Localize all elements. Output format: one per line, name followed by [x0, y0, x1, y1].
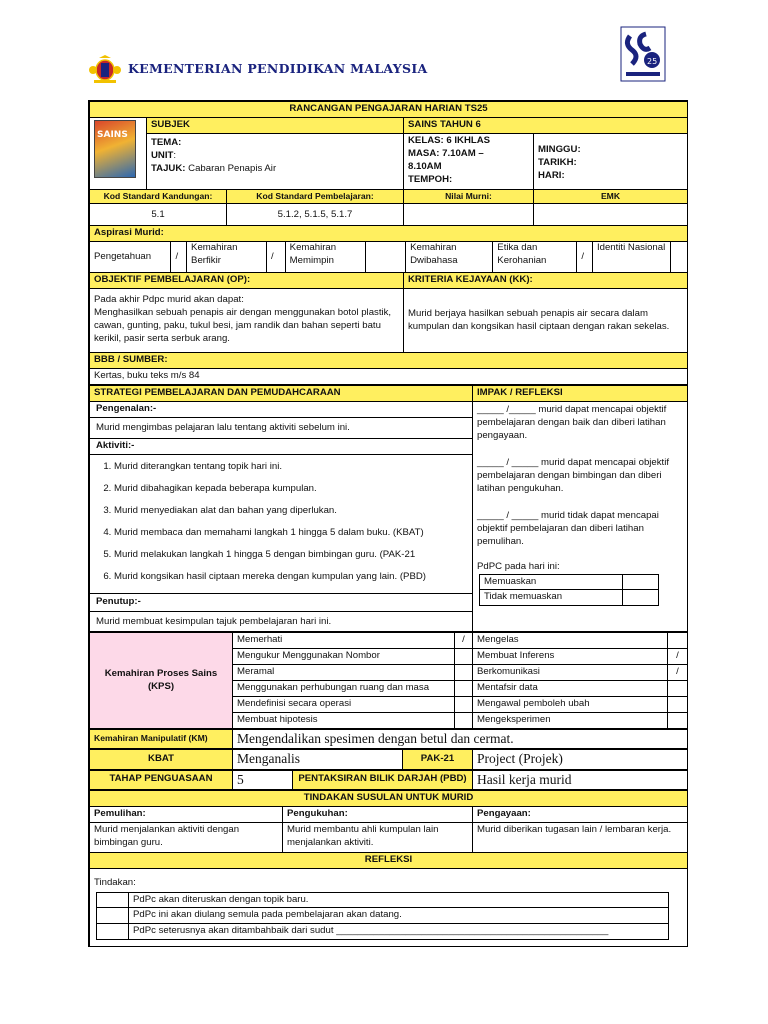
- refleksi-option: PdPc ini akan diulang semula pada pembelajaran akan datang.: [129, 908, 669, 924]
- pemulihan-label: Pemulihan:: [90, 806, 283, 822]
- kps-left-item: Membuat hipotesis: [233, 713, 455, 729]
- pemulihan-text: Murid menjalankan aktiviti dengan bimbingan guru.: [90, 822, 283, 852]
- kps-left-item: Menggunakan perhubungan ruang dan masa: [233, 681, 455, 697]
- pengenalan-label: Pengenalan:-: [90, 402, 472, 418]
- aktiviti-item: 5. Murid melakukan langkah 1 hingga 5 dengan bimbingan guru. (PAK-21: [114, 549, 466, 562]
- pdpc-label: PdPC pada hari ini:: [477, 560, 560, 572]
- tajuk-label: TAJUK:: [151, 162, 186, 174]
- pengayaan-text: Murid diberikan tugasan lain / lembaran kerja.: [473, 822, 688, 852]
- pdpc-checkbox[interactable]: [623, 574, 659, 590]
- document-title: RANCANGAN PENGAJARAN HARIAN TS25: [90, 102, 688, 118]
- hari-label: HARI:: [538, 169, 565, 181]
- pdpc-option: Memuaskan: [480, 574, 623, 590]
- kod-pembelajaran-value: 5.1.2, 5.1.5, 5.1.7: [227, 204, 404, 226]
- pdpc-option: Tidak memuaskan: [480, 590, 623, 606]
- kps-left-tick: [455, 713, 473, 729]
- aspirasi-item: Pengetahuan: [90, 242, 171, 272]
- nilai-murni-label: Nilai Murni:: [404, 189, 534, 204]
- kps-left-item: Meramal: [233, 665, 455, 681]
- kbat-label: KBAT: [90, 750, 233, 769]
- penutup-text: Murid membuat kesimpulan tajuk pembelajaran hari ini.: [96, 615, 332, 627]
- kbat-value: Menganalis: [233, 750, 403, 769]
- aspirasi-item: Etika dan Kerohanian: [493, 242, 577, 272]
- date-block: [534, 133, 688, 189]
- emk-label: EMK: [534, 189, 688, 204]
- tarikh-label: TARIKH:: [538, 156, 577, 168]
- kps-right-tick: [668, 633, 688, 649]
- kelas-text: KELAS: 6 IKHLAS: [408, 134, 491, 146]
- km-label: Kemahiran Manipulatif (KM): [90, 730, 233, 749]
- penutup-label: Penutup:-: [90, 594, 472, 612]
- objektif-line1: Pada akhir Pdpc murid akan dapat:: [94, 294, 244, 306]
- aspirasi-item: Kemahiran Dwibahasa: [406, 242, 493, 272]
- kod-pembelajaran-label: Kod Standard Pembelajaran:: [227, 189, 404, 204]
- refleksi-checkbox[interactable]: [97, 924, 129, 940]
- kps-right-tick: [668, 697, 688, 713]
- tempoh-label: TEMPOH:: [408, 173, 453, 185]
- refleksi-checkbox[interactable]: [97, 908, 129, 924]
- kps-right-tick: [668, 681, 688, 697]
- refleksi-option: PdPc akan diteruskan dengan topik baru.: [129, 892, 669, 908]
- kps-left-tick: [455, 681, 473, 697]
- aspirasi-empty: [670, 242, 687, 272]
- objektif-label: OBJEKTIF PEMBELAJARAN (OP):: [90, 273, 404, 289]
- pengayaan-label: Pengayaan:: [473, 806, 688, 822]
- tindakan-sub-label: Tindakan:: [94, 876, 136, 888]
- malaysia-crest-icon: [88, 54, 122, 84]
- kps-left-item: Mengukur Menggunakan Nombor: [233, 649, 455, 665]
- aspirasi-label: Aspirasi Murid:: [90, 226, 688, 242]
- refleksi-label: REFLEKSI: [90, 852, 688, 868]
- refleksi-option: PdPc seterusnya akan ditambahbaik dari sudut ___________________________________________________: [129, 924, 669, 940]
- tema-label: TEMA:: [151, 136, 182, 148]
- kps-right-item: Mengeksperimen: [473, 713, 668, 729]
- aktiviti-item: 2. Murid dibahagikan kepada beberapa kumpulan.: [114, 483, 466, 496]
- pbd-label: PENTAKSIRAN BILIK DARJAH (PBD): [293, 770, 473, 789]
- kps-right-item: Mentafsir data: [473, 681, 668, 697]
- nilai-murni-value: [404, 204, 534, 226]
- kps-left-tick: [455, 697, 473, 713]
- svg-text:25: 25: [647, 57, 658, 66]
- kps-label: Kemahiran Proses Sains (KPS): [90, 633, 233, 729]
- kod-kandungan-label: Kod Standard Kandungan:: [90, 189, 227, 204]
- class-time-block: [404, 133, 534, 189]
- aktiviti-item: 3. Murid menyediakan alat dan bahan yang diperlukan.: [114, 505, 466, 518]
- kriteria-text: Murid berjaya hasilkan sebuah penapis air secara dalam kumpulan dan kongsikan hasil ciptaan dengan rakan sekelas.: [404, 289, 688, 353]
- kps-right-item: Mengelas: [473, 633, 668, 649]
- pengukuhan-text: Murid membantu ahli kumpulan lain menjalankan aktiviti.: [283, 822, 473, 852]
- aspirasi-row: [90, 242, 688, 273]
- kps-left-tick: [455, 649, 473, 665]
- kps-right-item: Mengawal pemboleh ubah: [473, 697, 668, 713]
- ministry-name: KEMENTERIAN PENDIDIKAN MALAYSIA: [128, 61, 428, 76]
- refleksi-checkbox[interactable]: [97, 892, 129, 908]
- kps-right-tick: /: [668, 649, 688, 665]
- masa-text: MASA: 7.10AM –: [408, 147, 484, 159]
- aktiviti-list: [90, 455, 472, 594]
- pak-label: PAK-21: [403, 750, 473, 769]
- emk-value: [534, 204, 688, 226]
- tahap-label: TAHAP PENGUASAAN: [90, 770, 233, 789]
- unit-label: UNIT: [151, 149, 174, 161]
- refleksi-body: [90, 868, 688, 946]
- aspirasi-tick: /: [577, 242, 593, 272]
- aktiviti-item: 1. Murid diterangkan tentang topik hari ini.: [114, 461, 466, 474]
- tahap-value: 5: [233, 770, 293, 789]
- lesson-plan-document: [88, 100, 688, 947]
- kps-left-item: Memerhati: [233, 633, 455, 649]
- aktiviti-item: 4. Murid membaca dan memahami langkah 1 hingga 5 dalam buku. (KBAT): [114, 527, 466, 540]
- subjek-value: SAINS TAHUN 6: [404, 117, 688, 133]
- bbb-text: Kertas, buku teks m/s 84: [90, 369, 688, 385]
- kriteria-label: KRITERIA KEJAYAAN (KK):: [404, 273, 688, 289]
- aspirasi-item: Kemahiran Berfikir: [187, 242, 267, 272]
- impak-r3: _____ / _____ murid tidak dapat mencapai objektif pembelajaran dan diberi latihan pemulihan.: [477, 509, 659, 547]
- aspirasi-item: Identiti Nasional: [592, 242, 670, 272]
- kps-right-tick: [668, 713, 688, 729]
- aspirasi-tick: /: [171, 242, 187, 272]
- aspirasi-empty: [365, 242, 405, 272]
- impak-r2: _____ / _____ murid dapat mencapai objektif pembelajaran dengan bimbingan dan diberi latihan pengukuhan.: [477, 456, 670, 494]
- impak-body: [473, 402, 688, 632]
- minggu-label: MINGGU:: [538, 143, 581, 155]
- kod-kandungan-value: 5.1: [90, 204, 227, 226]
- topic-block: TEMA: UNIT: TAJUK: Cabaran Penapis Air: [147, 133, 404, 189]
- kps-right-tick: /: [668, 665, 688, 681]
- refleksi-options: [96, 892, 669, 941]
- tajuk-value: Cabaran Penapis Air: [188, 162, 277, 174]
- objektif-text: [90, 289, 404, 353]
- tindakan-label: TINDAKAN SUSULAN UNTUK MURID: [90, 790, 688, 806]
- pak-value: Project (Projek): [473, 750, 688, 769]
- impak-label: IMPAK / REFLEKSI: [473, 386, 688, 402]
- impak-r1: _____ /_____ murid dapat mencapai objektif pembelajaran dengan baik dan diberi latihan pengayaan.: [477, 404, 667, 442]
- kps-left-tick: [455, 665, 473, 681]
- pbd-value: Hasil kerja murid: [473, 770, 688, 789]
- book-cover-icon: SAINS: [94, 120, 136, 178]
- aspirasi-item: Kemahiran Memimpin: [285, 242, 365, 272]
- ts25-logo-icon: [620, 26, 666, 82]
- strategi-body: [90, 402, 473, 632]
- kps-left-item: Mendefinisi secara operasi: [233, 697, 455, 713]
- kps-right-item: Berkomunikasi: [473, 665, 668, 681]
- aktiviti-item: 6. Murid kongsikan hasil ciptaan mereka dengan kumpulan yang lain. (PBD): [114, 571, 466, 584]
- km-value: Mengendalikan spesimen dengan betul dan cermat.: [233, 730, 688, 749]
- strategi-label: STRATEGI PEMBELAJARAN DAN PEMUDAHCARAAN: [90, 386, 473, 402]
- aktiviti-label: Aktiviti:-: [90, 439, 472, 455]
- book-cover-cell: [90, 117, 147, 189]
- subjek-label: SUBJEK: [147, 117, 404, 133]
- kps-left-tick: /: [455, 633, 473, 649]
- aspirasi-tick: /: [266, 242, 285, 272]
- masa-text-2: 8.10AM: [408, 160, 442, 172]
- bbb-label: BBB / SUMBER:: [90, 353, 688, 369]
- pengenalan-text: Murid mengimbas pelajaran lalu tentang aktiviti sebelum ini.: [90, 418, 472, 439]
- objektif-line2: Menghasilkan sebuah penapis air dengan menggunakan botol plastik, cawan, gunting, paku, tukul besi, jam randik dan bahan seperti batu kerikil, pasir serta serbuk arang.: [94, 307, 392, 345]
- pengukuhan-label: Pengukuhan:: [283, 806, 473, 822]
- page-header: [88, 52, 688, 88]
- kps-right-item: Membuat Inferens: [473, 649, 668, 665]
- pdpc-options: [479, 574, 659, 607]
- pdpc-checkbox[interactable]: [623, 590, 659, 606]
